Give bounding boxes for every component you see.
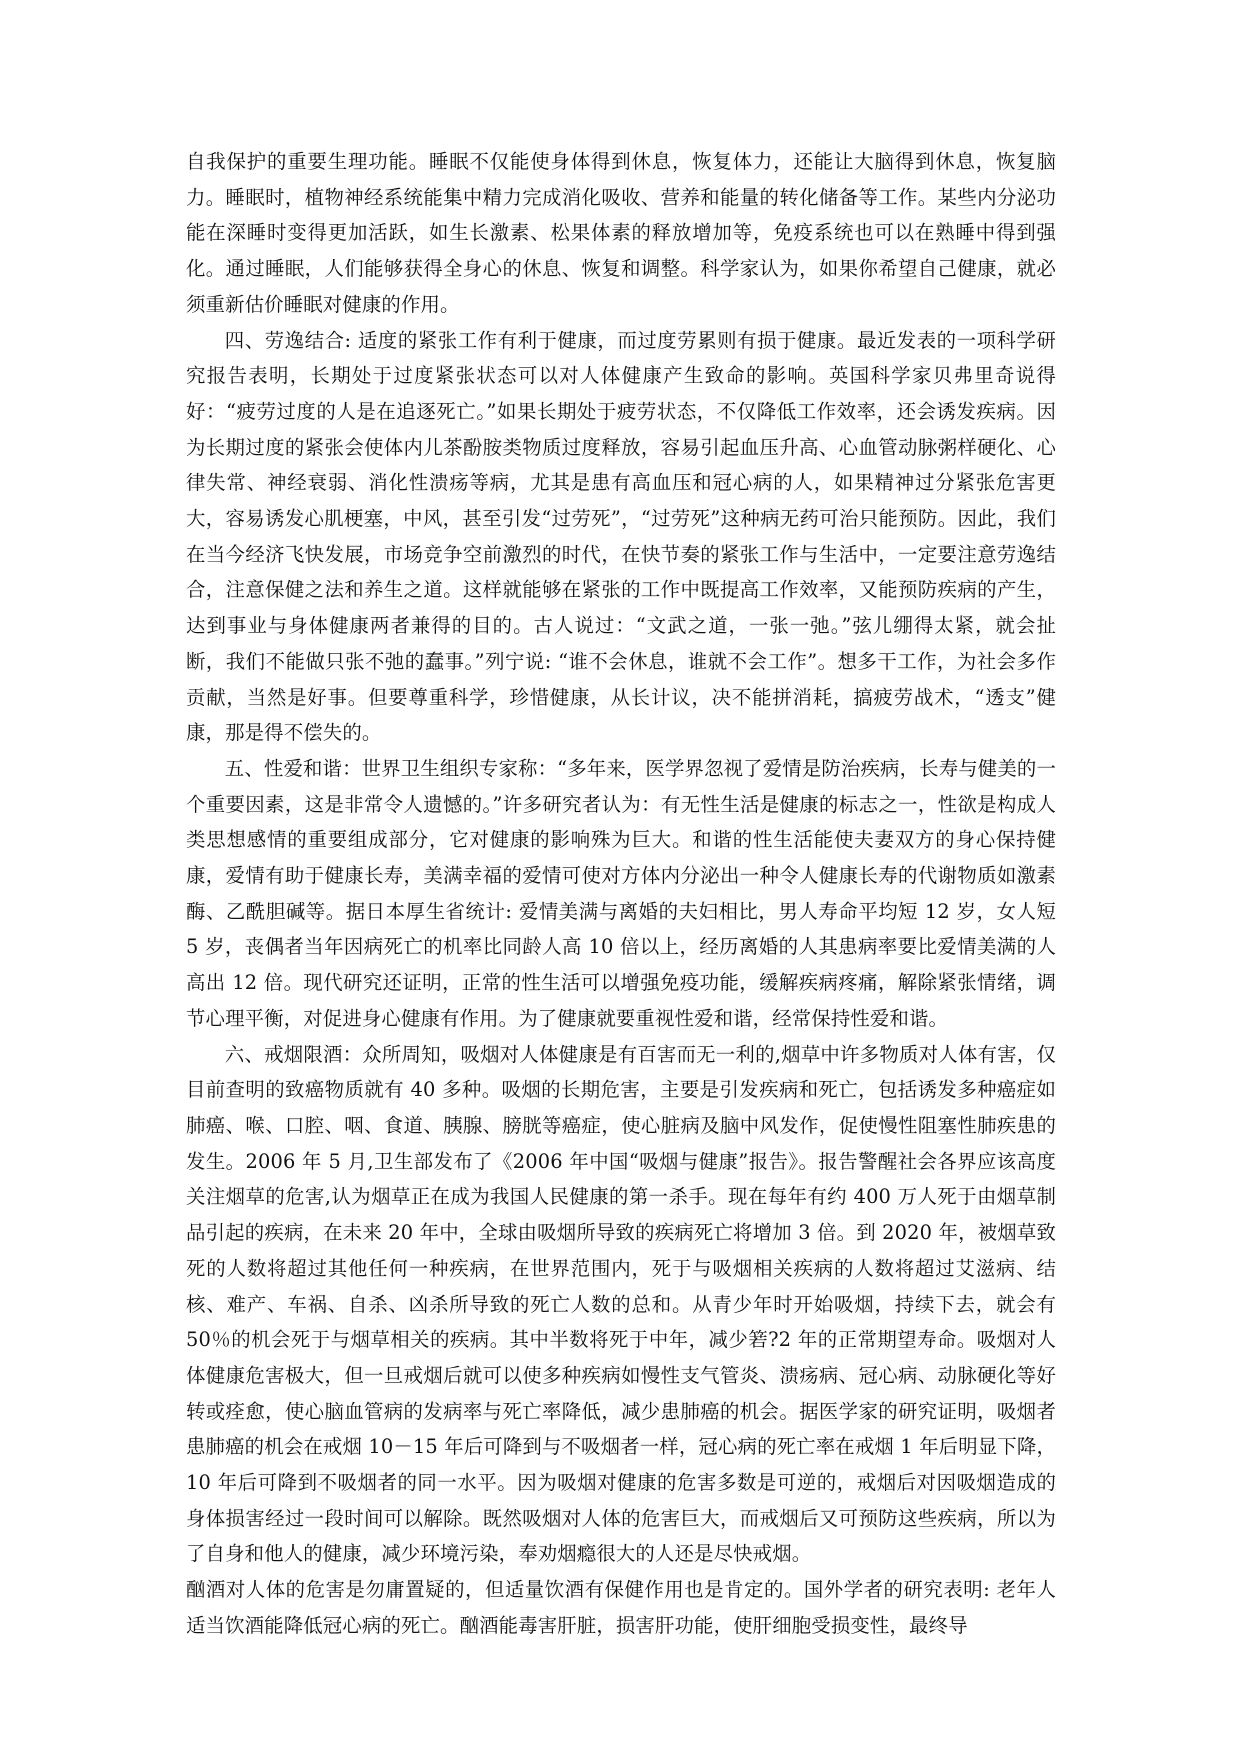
paragraph-sleep-continued: 自我保护的重要生理功能。睡眠不仅能使身体得到休息，恢复体力，还能让大脑得到休息，恢复脑力。睡眠时，植物神经系统能集中精力完成消化吸收、营养和能量的转化储备等工作。某些内分泌功能在深睡时变得更加活跃，如生长激素、松果体素的释放增加等，免疫系统也可以在熟睡中得到强化。通过睡眠，人们能够获得全身心的休息、恢复和调整。科学家认为，如果你希望自己健康，就必须重新估价睡眠对健康的作用。 — [186, 150, 1056, 316]
paragraph-love-harmony: 五、性爱和谐：世界卫生组织专家称：“多年来，医学界忽视了爱情是防治疾病，长寿与健美的一个重要因素，这是非常令人遗憾的。”许多研究者认为：有无性生活是健康的标志之一，性欲是构成人类思想感情的重要组成部分，它对健康的影响殊为巨大。和谐的性生活能使夫妻双方的身心保持健康，爱情有助于健康长寿，美满幸福的爱情可使对方体内分泌出一种令人健康长寿的代谢物质如激素酶、乙酰胆碱等。据日本厚生省统计: 爱情美满与离婚的夫妇相比，男人寿命平均短 12 岁，女人短 5 岁，丧偶者当年因病死亡的机率比同龄人高 10 倍以上，经历离婚的人其患病率要比爱情美满的人高出 12 倍。现代研究还证明，正常的性生活可以增强免疫功能，缓解疾病疼痛，解除紧张情绪，调节心理平衡，对促进身心健康有作用。为了健康就要重视性爱和谐，经常保持性爱和谐。 — [186, 756, 1056, 1030]
paragraph-work-rest-balance: 四、劳逸结合: 适度的紧张工作有利于健康，而过度劳累则有损于健康。最近发表的一项科学研究报告表明，长期处于过度紧张状态可以对人体健康产生致命的影响。英国科学家贝弗里奇说得好：“疲劳过度的人是在追逐死亡。”如果长期处于疲劳状态，不仅降低工作效率，还会诱发疾病。因为长期过度的紧张会使体内儿茶酚胺类物质过度释放，容易引起血压升高、心血管动脉粥样硬化、心律失常、神经衰弱、消化性溃疡等病，尤其是患有高血压和冠心病的人，如果精神过分紧张危害更大，容易诱发心肌梗塞，中风，甚至引发“过劳死”，“过劳死”这种病无药可治只能预防。因此，我们在当今经济飞快发展，市场竞争空前激烈的时代，在快节奏的紧张工作与生活中，一定要注意劳逸结合，注意保健之法和养生之道。这样就能够在紧张的工作中既提高工作效率，又能预防疾病的产生，达到事业与身体健康两者兼得的目的。古人说过：“文武之道，一张一弛。”弦儿绷得太紧，就会扯断，我们不能做只张不弛的蠢事。”列宁说: “谁不会休息，谁就不会工作”。想多干工作，为社会多作贡献，当然是好事。但要尊重科学，珍惜健康，从长计议，决不能拼消耗，搞疲劳战术，“透支”健康，那是得不偿失的。 — [186, 328, 1056, 745]
document-page — [186, 144, 1056, 1644]
paragraph-limit-alcohol: 酗酒对人体的危害是勿庸置疑的，但适量饮酒有保健作用也是肯定的。国外学者的研究表明: 老年人适当饮酒能降低冠心病的死亡。酗酒能毒害肝脏，损害肝功能，使肝细胞受损变性，最终导 — [186, 1578, 1056, 1637]
paragraph-quit-smoking: 六、戒烟限酒：众所周知，吸烟对人体健康是有百害而无一利的,烟草中许多物质对人体有害，仅目前查明的致癌物质就有 40 多种。吸烟的长期危害，主要是引发疾病和死亡，包括诱发多种癌症如肺癌、喉、口腔、咽、食道、胰腺、膀胱等癌症，使心脏病及脑中风发作，促使慢性阻塞性肺疾患的发生。2006 年 5 月,卫生部发布了《2006 年中国“吸烟与健康”报告》。报告警醒社会各界应该高度关注烟草的危害,认为烟草正在成为我国人民健康的第一杀手。现在每年有约 400 万人死于由烟草制品引起的疾病，在未来 20 年中，全球由吸烟所导致的疾病死亡将增加 3 倍。到 2020 年，被烟草致死的人数将超过其他任何一种疾病，在世界范围内，死于与吸烟相关疾病的人数将超过艾滋病、结核、难产、车祸、自杀、凶杀所导致的死亡人数的总和。从青少年时开始吸烟，持续下去，就会有 50％的机会死于与烟草相关的疾病。其中半数将死于中年，减少箬?2 年的正常期望寿命。吸烟对人体健康危害极大，但一旦戒烟后就可以使多种疾病如慢性支气管炎、溃疡病、冠心病、动脉硬化等好转或痊愈，使心脑血管病的发病率与死亡率降低，减少患肺癌的机会。据医学家的研究证明，吸烟者患肺癌的机会在戒烟 10－15 年后可降到与不吸烟者一样，冠心病的死亡率在戒烟 1 年后明显下降，10 年后可降到不吸烟者的同一水平。因为吸烟对健康的危害多数是可逆的，戒烟后对因吸烟造成的身体损害经过一段时间可以解除。既然吸烟对人体的危害巨大，而戒烟后又可预防这些疾病，所以为了自身和他人的健康，减少环境污染，奉劝烟瘾很大的人还是尽快戒烟。 — [186, 1042, 1056, 1566]
